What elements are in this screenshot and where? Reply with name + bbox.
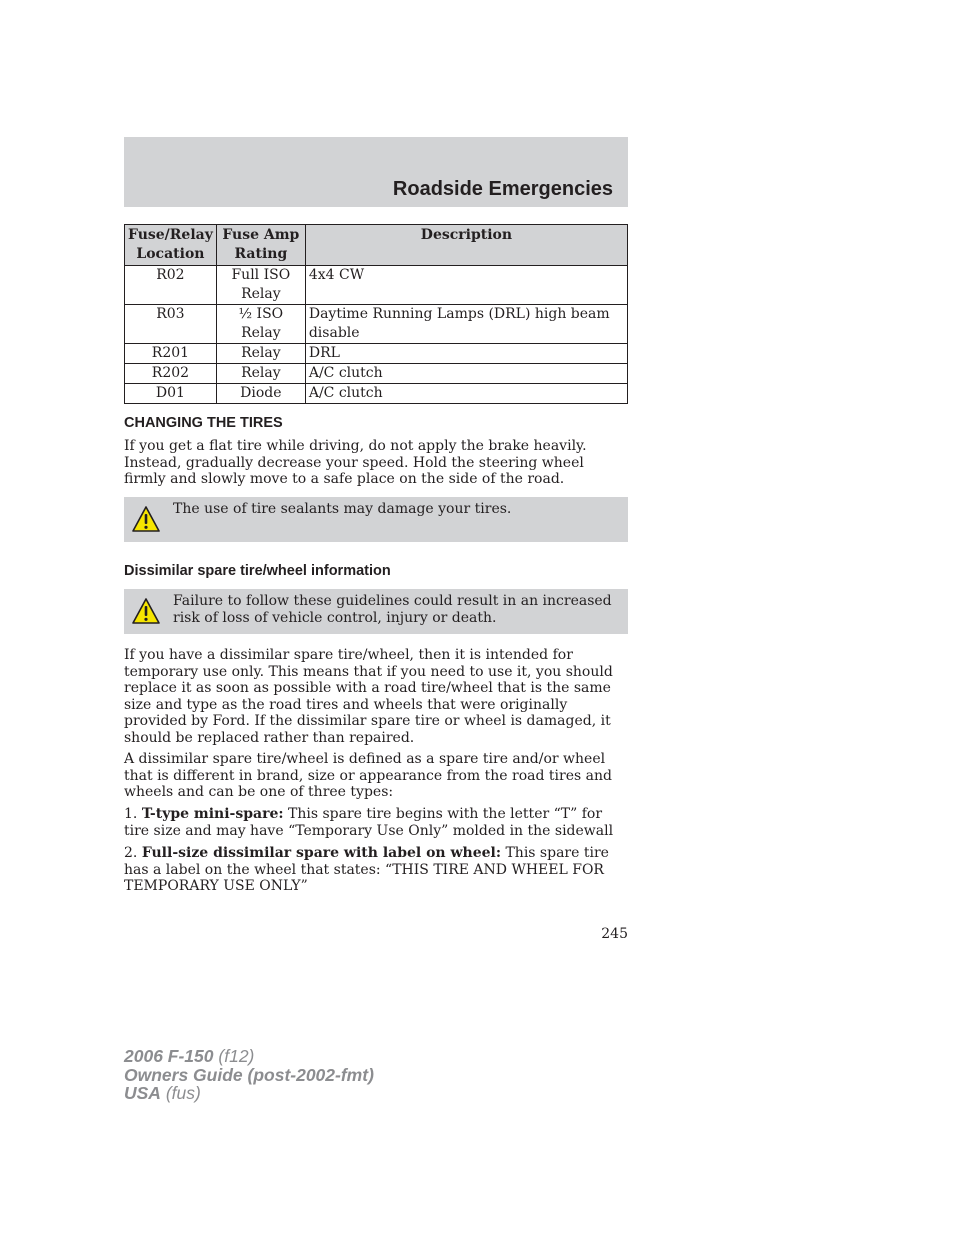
heading-dissimilar-spare: Dissimilar spare tire/wheel information [124,563,391,579]
cell-rating: Full ISO Relay [216,266,305,305]
fuse-relay-table [124,224,628,404]
document-footer [124,1047,374,1103]
list-term: T-type mini-spare: [141,806,284,822]
cell-location: R02 [125,266,217,305]
cell-rating: ½ ISO Relay [216,305,305,344]
footer-model: 2006 F-150 [124,1046,214,1066]
footer-model-code: (f12) [218,1046,255,1066]
warning-triangle-icon [131,505,161,533]
warning-text-guidelines: Failure to follow these guidelines could result in an increased risk of loss of vehicle control, injury or death. [173,593,612,626]
column-header-location: Fuse/Relay Location [125,225,217,266]
dissimilar-paragraph-1: If you have a dissimilar spare tire/wheel, then it is intended for temporary use only. This means that if you need to use it, you should replace it as soon as possible with a road tire/wheel that is the same size and type as the road tires and wheels that were originally provided by Ford. If the dissimilar spare tire or wheel is damaged, it should be replaced rather than repaired. [124,647,613,746]
cell-location: R201 [125,344,217,364]
cell-description: 4x4 CW [305,266,627,305]
cell-description: A/C clutch [305,364,627,384]
table-row [125,384,628,404]
cell-location: R03 [125,305,217,344]
footer-market-code: (fus) [165,1083,201,1103]
section-title: Roadside Emergencies [392,178,613,200]
list-term: Full-size dissimilar spare with label on wheel: [141,845,502,861]
cell-rating: Relay [216,344,305,364]
warning-box-guidelines [124,589,628,634]
cell-rating: Relay [216,364,305,384]
footer-guide: Owners Guide (post-2002-fmt) [124,1064,374,1085]
table-row [125,305,628,344]
cell-description: Daytime Running Lamps (DRL) high beam disable [305,305,627,344]
warning-box-sealants [124,497,628,542]
column-header-description: Description [305,225,627,266]
list-text: This spare tire begins with the letter “T” for tire size and may have “Temporary Use Only” molded in the sidewall [124,806,614,839]
column-header-rating: Fuse Amp Rating [216,225,305,266]
changing-tires-intro: If you get a flat tire while driving, do not apply the brake heavily. Instead, gradually decrease your speed. Hold the steering wheel firmly and slowly move to a safe place on the side of the road. [124,438,587,487]
list-number: 2. [124,845,138,861]
cell-description: A/C clutch [305,384,627,404]
cell-rating: Diode [216,384,305,404]
heading-changing-tires: CHANGING THE TIRES [124,415,283,431]
table-header-row [125,225,628,266]
warning-text-sealants: The use of tire sealants may damage your tires. [173,501,512,517]
dissimilar-paragraph-2: A dissimilar spare tire/wheel is defined as a spare tire and/or wheel that is different in brand, size or appearance from the road tires and wheels and can be one of three types: [124,751,612,800]
list-item-t-type [124,806,628,839]
table-row [125,344,628,364]
table-row [125,364,628,384]
page-number: 245 [601,926,628,942]
cell-location: D01 [125,384,217,404]
section-header-band [124,137,628,207]
cell-description: DRL [305,344,627,364]
footer-market: USA [124,1083,161,1103]
list-number: 1. [124,806,138,822]
warning-triangle-icon [131,597,161,625]
list-text: This spare tire has a label on the wheel that states: “THIS TIRE AND WHEEL FOR TEMPORARY USE ONLY” [124,845,609,894]
table-row [125,266,628,305]
cell-location: R202 [125,364,217,384]
list-item-full-size [124,845,628,895]
footer-line-market [124,1084,374,1103]
footer-line-model [124,1047,374,1066]
